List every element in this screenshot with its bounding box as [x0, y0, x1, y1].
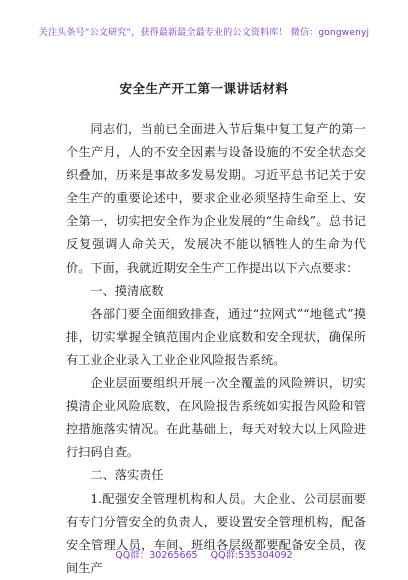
paragraph-section2-a: 1.配强安全管理机构和人员。大企业、公司层面要有专门分管安全的负责人，要设置安全管理机构，配备安全管理人员，车间、班组各层级都要配备安全员，夜间生产: [66, 491, 366, 575]
section-heading-2: 二、落实责任: [90, 468, 164, 483]
document-title: 安全生产开工第一课讲话材料: [119, 81, 289, 96]
paragraph-section1-a: 各部门要全面细致排查，通过“拉网式”“地毯式”摸排，切实掌握全镇范围内企业底数和安全现状，确保所有工业企业录入工业企业风险报告系统。: [66, 306, 366, 367]
header-note: 关注头条号“公文研究”，获得最新最全最专业的公文资料库！ 微信：gongwenyj: [38, 28, 370, 38]
footer-note: QQ群：30265665 QQ群:535304092: [115, 550, 293, 561]
paragraph-intro: 同志们，当前已全面进入节后集中复工复产的第一个生产月，人的不安全因素与设备设施的不安全状态交织叠加，历来是事故多发易发期。习近平总书记关于安全生产的重要论述中，要求企业必须坚持生命至上、安全第一，切实把安全作为企业发展的“生命线”。总书记反复强调人命关天，发展决不能以牺牲人的生命为代价。下面，我就近期安全生产工作提出以下六点要求：: [66, 122, 366, 275]
paragraph-section1-b: 企业层面要组织开展一次全覆盖的风险辨识，切实摸清企业风险底数，在风险报告系统如实报告风险和管控措施落实情况。在此基础上，每天对较大以上风险进行扫码自查。: [66, 376, 366, 460]
section-heading-1: 一、摸清底数: [90, 283, 164, 298]
document-body: [66, 118, 366, 580]
